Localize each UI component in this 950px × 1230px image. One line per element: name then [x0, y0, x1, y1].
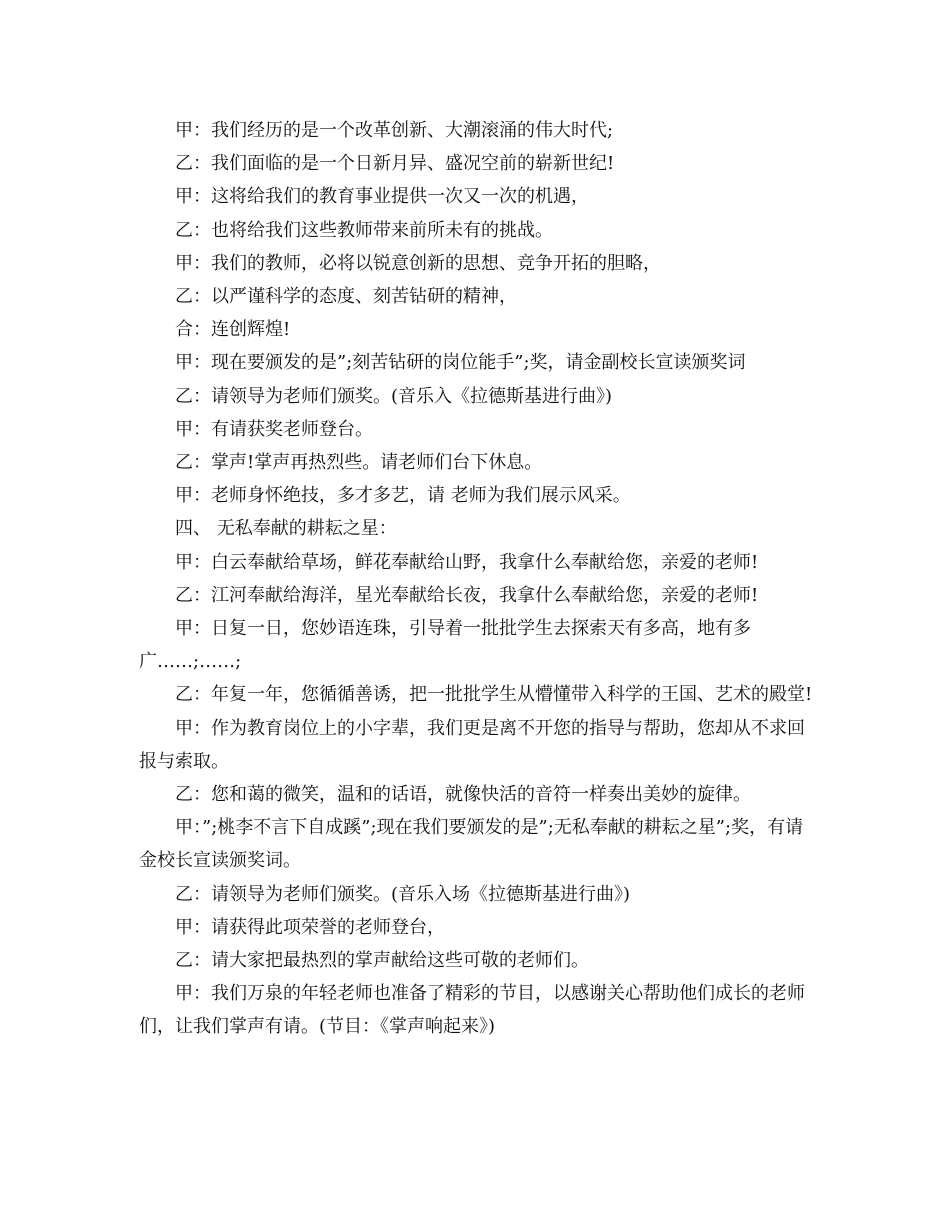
- paragraph-8: 甲：现在要颁发的是”;刻苦钻研的岗位能手”;奖，请金副校长宣读颁奖词: [175, 352, 746, 374]
- paragraph-15: 乙：江河奉献给海洋，星光奉献给长夜，我拿什么奉献给您，亲爱的老师!: [175, 584, 759, 606]
- paragraph-22: 甲：请获得此项荣誉的老师登台，: [175, 916, 445, 938]
- paragraph-3: 甲：这将给我们的教育事业提供一次又一次的机遇，: [175, 186, 589, 208]
- paragraph-18: 甲：作为教育岗位上的小字辈，我们更是离不开您的指导与帮助，您却从不求回报与索取。: [139, 717, 805, 772]
- paragraph-24: 甲：我们万泉的年轻老师也准备了精彩的节目，以感谢关心帮助他们成长的老师们，让我们掌声有请。(节目：《掌声响起来》): [139, 983, 805, 1038]
- paragraph-5: 甲：我们的教师，必将以锐意创新的思想、竞争开拓的胆略，: [175, 252, 661, 274]
- paragraph-12: 甲：老师身怀绝技，多才多艺，请 老师为我们展示风采。: [175, 485, 631, 507]
- paragraph-17: 乙：年复一年，您循循善诱，把一批批学生从懵懂带入科学的王国、艺术的殿堂!: [175, 684, 813, 706]
- paragraph-7: 合：连创辉煌!: [175, 319, 291, 341]
- section-heading: 四、 无私奉献的耕耘之星：: [175, 518, 397, 540]
- paragraph-11: 乙：掌声!掌声再热烈些。请老师们台下休息。: [175, 452, 543, 474]
- paragraph-2: 乙：我们面临的是一个日新月异、盛况空前的崭新世纪!: [175, 153, 615, 175]
- paragraph-14: 甲：白云奉献给草场，鲜花奉献给山野，我拿什么奉献给您，亲爱的老师!: [175, 551, 759, 573]
- paragraph-6: 乙：以严谨科学的态度、刻苦钻研的精神，: [175, 286, 517, 308]
- paragraph-1: 甲：我们经历的是一个改革创新、大潮滚涌的伟大时代;: [175, 120, 614, 141]
- paragraph-10: 甲：有请获奖老师登台。: [175, 418, 373, 440]
- document-body: [139, 114, 815, 1044]
- paragraph-21: 乙：请领导为老师们颁奖。(音乐入场《拉德斯基进行曲》): [175, 883, 631, 905]
- paragraph-20: 甲：”;桃李不言下自成蹊”;现在我们要颁发的是”;无私奉献的耕耘之星”;奖，有请金校长宣读颁奖词。: [139, 817, 804, 872]
- paragraph-19: 乙：您和蔼的微笑，温和的话语，就像快活的音符一样奏出美妙的旋律。: [175, 784, 751, 806]
- paragraph-4: 乙：也将给我们这些教师带来前所未有的挑战。: [175, 219, 553, 241]
- paragraph-9: 乙：请领导为老师们颁奖。(音乐入《拉德斯基进行曲》): [175, 385, 613, 407]
- paragraph-16: 甲：日复一日，您妙语连珠，引导着一批批学生去探索天有多高，地有多广……;……;: [139, 618, 751, 673]
- paragraph-23: 乙：请大家把最热烈的掌声献给这些可敬的老师们。: [175, 950, 589, 972]
